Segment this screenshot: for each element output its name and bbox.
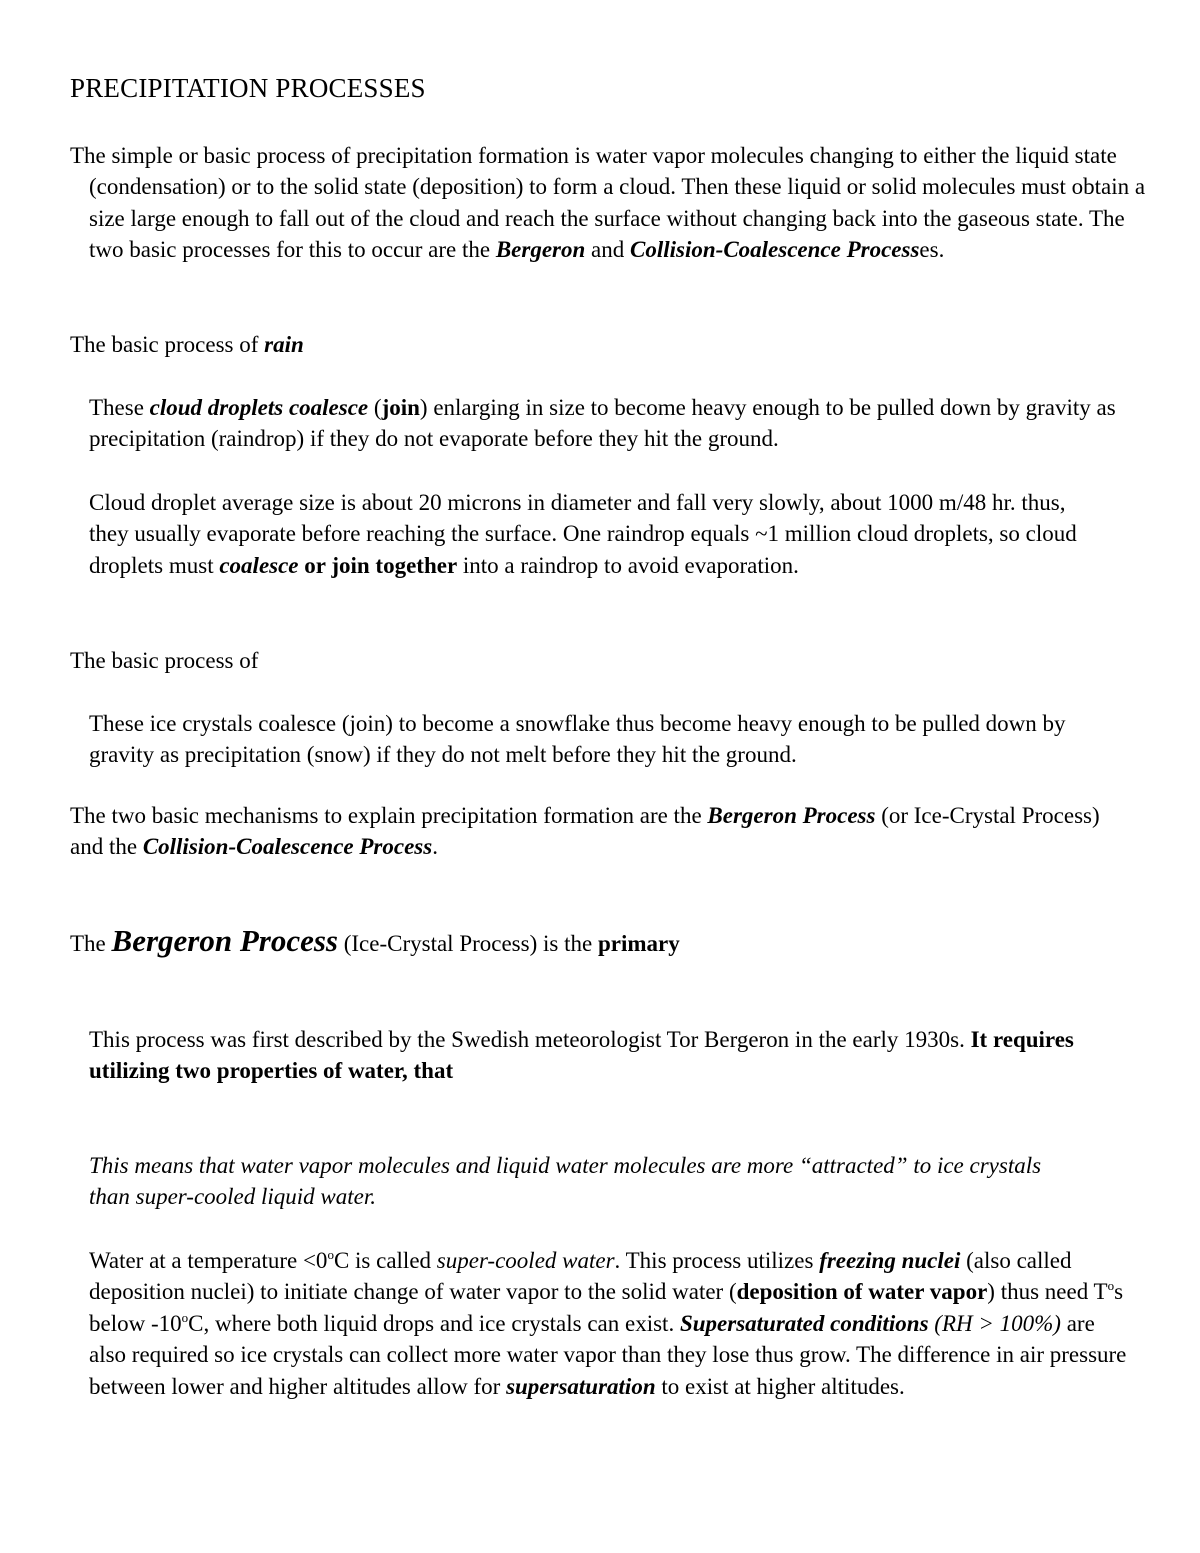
degree-mark-3: o [181, 1309, 189, 1325]
bergeron-heading-term: Bergeron Process [111, 923, 338, 958]
collision-process-term: Collision-Coalescence Process [142, 834, 433, 860]
mechanisms-text-1: The two basic mechanisms to explain precipitation formation are the [70, 803, 708, 828]
bergeron-heading-text-1: The [70, 931, 112, 956]
snow-paragraph: These ice crystals coalesce (join) to become a snowflake thus become heavy enough to be pulled down by gravity as precipitation (snow) if they do not melt before they hit the ground. [89, 711, 1066, 768]
bergeron-p1-bold: It requires utilizing two properties of water, that [89, 1027, 1074, 1084]
bp2-text-8: are also required so ice crystals can collect more water vapor than they lose thus grow. The difference in air pressure between lower and higher altitudes allow for [89, 1310, 1127, 1399]
bergeron-heading [70, 925, 1130, 959]
intro-paragraph [70, 140, 1149, 266]
bp2-text-2: C is called [333, 1248, 437, 1273]
coalesce-term: coalesce [219, 552, 299, 578]
bergeron-heading-text-2: (Ice-Crystal Process) is the [337, 931, 598, 956]
bp2-text-7: C, where both liquid drops and ice crystals can exist. [188, 1310, 680, 1336]
intro-text-3: es. [919, 237, 945, 263]
bp2-text-1: Water at a temperature <0 [89, 1248, 328, 1273]
rain-heading [70, 329, 1130, 360]
degree-mark-2: o [1107, 1278, 1115, 1294]
rain-paragraph-1 [89, 392, 1139, 455]
join-term: join [381, 395, 420, 420]
join-together-term: or join together [298, 552, 458, 578]
bp2-text-3: . This process utilizes [614, 1248, 820, 1273]
intro-text-1: The simple or basic process of precipitation formation is water vapor molecules changing to either the liquid state (condensation) or to the solid state (deposition) to form a cloud. Then these liquid or solid molecules must obtain a size large enough to fall out of the cloud and reach the surface without changing back into the gaseous state. The two basic processes for this to occur are the [70, 143, 1146, 263]
rain-term: rain [264, 332, 304, 357]
bergeron-paragraph-2 [89, 1245, 1134, 1402]
rain-paragraph-2 [89, 487, 1104, 581]
bergeron-paragraph-1 [89, 1024, 1079, 1087]
bp2-text-5: ) thus need T [987, 1279, 1108, 1305]
mechanisms-text-2: (or Ice-Crystal Process) and the [70, 803, 1100, 860]
bergeron-process-term: Bergeron Process [707, 803, 876, 828]
rh-note: (RH > 100%) [928, 1310, 1061, 1336]
intro-collision-term: Collision-Coalescence Process [630, 237, 920, 263]
rain-p1-text-1: These [89, 395, 150, 420]
degree-mark-1: o [327, 1247, 334, 1262]
bergeron-italic-note: This means that water vapor molecules and liquid water molecules are more “attracted” to ice crystals than super-cooled liquid water. [89, 1153, 1042, 1210]
rain-heading-text: The basic process of [70, 332, 265, 357]
supersaturation-term: supersaturation [506, 1373, 656, 1399]
rain-p2-text-2: into a raindrop to avoid evaporation. [457, 552, 799, 578]
intro-text-2: and [585, 237, 631, 263]
rain-p1-text-2: ( [368, 395, 382, 420]
snow-heading: The basic process of [70, 648, 259, 673]
freezing-nuclei-term: freezing nuclei [819, 1248, 961, 1273]
intro-bergeron-term: Bergeron [495, 237, 586, 263]
cloud-droplets-term: cloud droplets coalesce [149, 395, 369, 420]
super-cooled-water-term: super-cooled water [436, 1248, 615, 1273]
rain-p2-text-1: Cloud droplet average size is about 20 microns in diameter and fall very slowly, about 1000 m/48 hr. thus, they usually evaporate before reaching the surface. One raindrop equals ~1 million cloud droplets, so cloud droplets must [89, 490, 1077, 578]
bp2-text-4: (also called deposition nuclei) to initiate change of water vapor to the solid water ( [89, 1248, 1072, 1305]
mechanisms-text-3: . [432, 834, 438, 860]
rain-p1-text-3: ) enlarging in size to become heavy enough to be pulled down by gravity as precipitation (raindrop) if they do not evaporate before they hit the ground. [89, 395, 1116, 452]
document-title: PRECIPITATION PROCESSES [70, 73, 426, 103]
supersaturated-conditions-term: Supersaturated conditions [679, 1310, 929, 1336]
bp2-text-6: s below -10 [89, 1279, 1124, 1336]
primary-term: primary [597, 931, 680, 956]
bergeron-p1-text: This process was first described by the Swedish meteorologist Tor Bergeron in the early 1930s. [89, 1027, 971, 1052]
deposition-term: deposition of water vapor [736, 1279, 988, 1305]
mechanisms-paragraph [70, 800, 1100, 863]
bp2-text-9: to exist at higher altitudes. [655, 1373, 905, 1399]
